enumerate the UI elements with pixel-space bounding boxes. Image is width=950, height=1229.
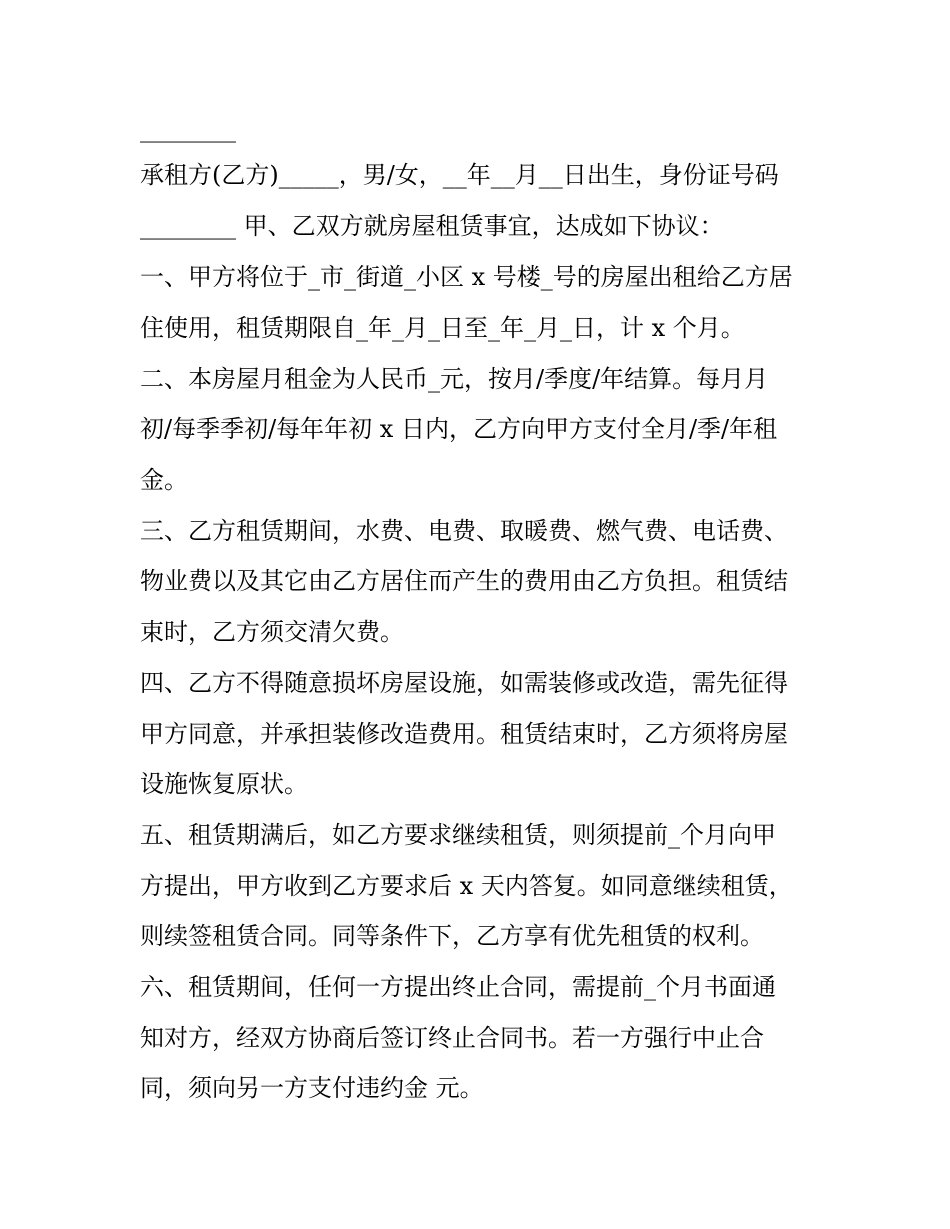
text-line: 则续签租赁合同。同等条件下，乙方享有优先租赁的权利。 bbox=[140, 922, 764, 950]
text-line: 六、租赁期间，任何一方提出终止合同，需提前_个月书面通 bbox=[140, 973, 776, 1001]
text-line: 四、乙方不得随意损坏房屋设施，如需装修或改造，需先征得 bbox=[140, 669, 788, 697]
text-line: 束时，乙方须交清欠费。 bbox=[140, 618, 404, 646]
text-line: 一、甲方将位于_市_街道_小区 x 号楼_号的房屋出租给乙方居 bbox=[140, 263, 793, 291]
text-line: 住使用，租赁期限自_年_月_日至_年_月_日，计 x 个月。 bbox=[140, 314, 745, 342]
text-line: 二、本房屋月租金为人民币_元，按月/季度/年结算。每月月 bbox=[140, 365, 769, 393]
text-line: 甲方同意，并承担装修改造费用。租赁结束时，乙方须将房屋 bbox=[140, 720, 788, 748]
text-line: 知对方，经双方协商后签订终止合同书。若一方强行中止合 bbox=[140, 1024, 764, 1052]
text-line: ________ bbox=[140, 115, 236, 143]
text-line: 同，须向另一方支付违约金 元。 bbox=[140, 1074, 484, 1102]
text-line: ________ 甲、乙双方就房屋租赁事宜，达成如下协议： bbox=[140, 212, 724, 240]
text-line: 初/每季季初/每年年初 x 日内，乙方向甲方支付全月/季/年租 bbox=[140, 415, 778, 443]
text-line: 物业费以及其它由乙方居住而产生的费用由乙方负担。租赁结 bbox=[140, 567, 788, 595]
text-line: 承租方(乙方)_____，男/女，__年__月__日出生，身份证号码 bbox=[140, 161, 779, 189]
text-line: 设施恢复原状。 bbox=[140, 770, 308, 798]
text-line: 方提出，甲方收到乙方要求后 x 天内答复。如同意继续租赁， bbox=[140, 872, 793, 900]
text-line: 三、乙方租赁期间，水费、电费、取暖费、燃气费、电话费、 bbox=[140, 517, 788, 545]
text-line: 五、租赁期满后，如乙方要求继续租赁，则须提前_个月向甲 bbox=[140, 821, 776, 849]
text-line: 金。 bbox=[140, 466, 188, 494]
